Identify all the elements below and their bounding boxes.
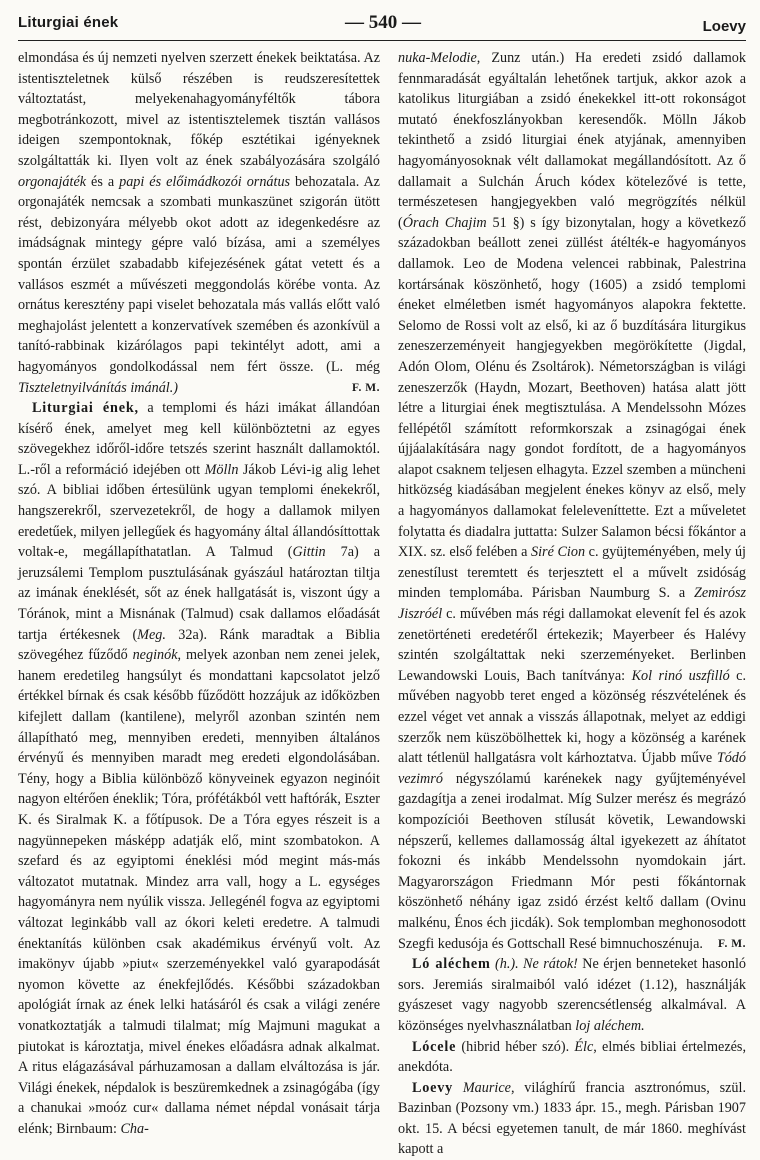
page-number: — 540 — <box>345 12 421 33</box>
italic-term: Meg. <box>137 626 166 643</box>
text-run: , melyek azonban nem zenei jelek, hanem eredetileg hangsúlyt és mondattani kapcsolatot jelző értékkel bírnak és csak később fűződött hozzájuk az időközben kifejlett dallam (kantilene), melyről azonban szintén nem állapítható meg, mennyiben eredeti, mennyiben általános érvényű és mennyiben maradt meg eredeti elgondolásában. Tény, hogy a Biblia különböző könyveinek egyazon neginóit nagyon eltérően éneklik; Tóra, prófétákból vett haftórák, Eszter K. és Siralmak K. a főtípusok. De a Tóra egyes részeit is a nagyünnepeken másképp adatják elő, mint szombatokon. A szefard és az egyiptomi éneklési mód megint más-más változatot mutatnak. Mindez arra vall, hogy a L. egységes hagyományra nem nyúlik vissza. Jellegénél fogva az egyiptomi változat leginkább vall az ókori keleti eredetre. A talmudi énektanítás különben csak akadémikus érvényű volt. Az imakönyv újabb »piut« szerzeményekkel való gyarapodását nyomon követte az énekfejlődés. Későbbi századokban apológiát írnak az ének lelki hatásáról és csak a világi zenére vonatkoztatják a talmudi tilalmat; míg Majmuni magukat a piutokat is károztatja, mivel énekes előadásra adnak alkalmat. A ritus elágazásával párhuzamosan a dallam elváltozása is jár. Világi énekek, népdalok is beszüremkednek a zsinagógába (így a chanukai »moóz cur« dallama német népdal vonásait tárja elénk; Birnbaum: <box>18 647 381 1137</box>
italic-term: Élc <box>574 1038 594 1055</box>
text-run: c. gyüjteményében, mely új zenestílust teremtett és terjesztett el a művelt zsidóság minden templomába. Párisban Naumburg S. a <box>398 544 747 602</box>
italic-term: Gittin <box>292 544 326 561</box>
text-run: 7a) a jeruzsálemi Templom pusztulásának gyászául határoztan tiltja az imának éneklését, sőt az ének hallgatását is, viszont úgy a Tóránok, mint a Misnának (Talmud) csak dallamos előadását tartja értékesnek ( <box>18 544 380 643</box>
entry-loevy <box>398 1078 746 1160</box>
text-run: 51 §) s így bizonytalan, hogy a következő századokban beállott zenei züllést átélték-e hagyományos dallamok. Leo de Modena velencei rabbinak, Palestrina kortársának köszönhető, hogy (1605) a zsidó templomi éneket elméletben ismét hagyományos alapokra fektette. Selomo de Rossi volt az első, ki az ő buzdítására liturgikus zeneszerzeményeit hangjegyekben megörökítette (Jigdal, Adón Olom, Olénu és Zsoltárok). Németországban is világi zeneszerzők (Haydn, Mozart, Beethoven) hatása alatt jött létre a liturgiai ének megtisztulása. A Mendelssohn Mózes fellépétől számított reformkorszak a zsinagógai ének újjáalakítására nagy gondot fordított, de a hagyományos alapot csaknem teljesen elhagyta. Ezzel szemben a müncheni hitközség kiadásában megjelent énekes könyv az első, mely a hagyományos dallamokat feleleveníttette. Ezt a műveletet folytatta és diadalra juttatta: Sulzer Salamon bécsi főkántor a XIX. sz. első felében a <box>398 214 746 561</box>
text-run: , elmés bibliai értelmezés, anekdóta. <box>398 1038 746 1076</box>
italic-term: Maurice <box>462 1079 511 1096</box>
header-rule <box>18 40 746 41</box>
text-run: négyszólamú karénekek nagy gyűjteményével gazdagítja a zenei irodalmat. Míg Sulzer merész és megrázó kompozíciói Beethoven stílusát követik, Lewandowski népszerű, kellemes dallamosság által igyekezett az áhítatot fokozni és inkább Mendelssohn nyomdokain járt. Magyarországon Friedmann Mór pesti főkántornak köszönhető néhány igaz zsidó érzést keltő dallam (Ovinu malkénu, Énos éch jicdák). Sok templomban meghonosodott Szegfi kedusója és Gottschall Resé bimnuchoszénuja. <box>398 770 746 952</box>
author-signature: F. M. <box>718 937 746 950</box>
text-run: elmondása és új nemzeti nyelven szerzett énekek beiktatása. Az istentiszteletnek külső részében is reudszeresítettek változtatást, melyekenahagyományféltők tábora megbotránkozott, mivel az istentisztelemek tisztán vallásos ideigen szempontoknak, főkép esztétikai igényeknek szolgáltatták ki. Ilyen volt az ének szabályozására szolgáló <box>18 50 380 169</box>
italic-term: Siré Cion <box>531 544 586 561</box>
author-signature: F. M. <box>352 381 380 394</box>
italic-term: orgonajáték <box>18 173 87 190</box>
entry-locele <box>398 1037 746 1078</box>
text-run: Jákob Lévi-ig alig lehet szó. A bibliai időben értesülünk ugyan templomi énekekről, hangszerekről, szervezetekről, de hogy a dallamok milyen eredetűek, milyen jellegűek és hagyomány által állandósíttottak voltak-e, megállapíthatatlan. A Talmud ( <box>18 461 380 561</box>
italic-term: nuka-Melodie <box>398 50 477 66</box>
italic-term: Cha- <box>120 1120 149 1137</box>
left-column <box>18 48 381 1137</box>
text-run: , Zunz után.) Ha eredeti zsidó dallamok fennmaradását egyáltalán lehetőnek tartjuk, akkor azok a katolikus liturgiában a zsidó énekekkel itt-ott rokonságot mutató énekfoszlányokban keresendők. Mölln Jákob tekinthető a zsidó liturgiai ének atyjának, amennyiben hagyományosoknak vélt dallamokat megállandósított. Az ő dallamait a Sulchán Áruch kódex kötelezővé is tette, természetesen hangjegyekben való megrögzítés nélkül ( <box>398 50 746 231</box>
paragraph-continuation <box>398 48 746 954</box>
italic-term: papi és előimádkozói ornátus <box>119 173 291 190</box>
text-run: 32a). Ránk maradtak a Biblia szövegéhez fűződő <box>18 626 380 664</box>
right-column <box>398 48 747 1158</box>
entry-headword: Ló aléchem <box>412 956 491 973</box>
italic-term: neginók <box>132 647 178 664</box>
italic-term: Órach Chajim <box>402 214 487 231</box>
italic-term: Kol rinó uszfilló <box>631 667 730 684</box>
text-run: a templomi és házi imákat állandóan kísérő ének, amelyet meg kell különböztetni az egyes szövegekhez időről-időre tetszés szerint használt dallamoktól. L.-ről a reformáció idejében ott <box>18 400 380 478</box>
entry-headword: Liturgiai ének, <box>32 400 139 417</box>
entry-lo-alechem <box>398 954 746 1036</box>
cross-reference: Tiszteletnyilvánítás imánál.) <box>18 379 178 396</box>
text-run: behozatala. Az orgonajáték nemcsak a szombati munkaszünet szigorán ütött rést, debizonyára mélyebb okot adott az idegenkedésre az imádságnak mintegy gépre való bízása, ami a személyes spontán érzület szabadabb kifejezésének gátat vetett és a vallásos eszmét a művészeti meggondolás körébe vonta. Az ornátus keresztény papi viselet behozatala más vallás előtt való meghajolást jelentett a konzervatívek szemében és azonkívül a tanító-rabbinak kizárólagos papi tekintélyt adott, ami a hagyományos gondolkodással nem fért össze. (L. még <box>18 173 380 375</box>
text-run: Ne érjen benneteket hasonló sors. Jeremiás siralmaiból való idézet (1.12), használják gyászeset vagy nagyobb szerencsétlenség alkalmával. A közönséges nyelvhasználatban <box>398 956 747 1034</box>
paragraph-ornatus <box>18 48 380 398</box>
entry-liturgiai-enek <box>18 398 380 1139</box>
page-header <box>18 12 746 38</box>
entry-headword: Loevy <box>412 1079 454 1096</box>
italic-term: (h.). Ne rátok! <box>495 956 578 973</box>
entry-headword: Lócele <box>412 1038 457 1055</box>
text-run: , világhírű francia asztronómus, szül. Bazinban (Pozsony vm.) 1833 ápr. 15., megh. Párisban 1907 okt. 15. A bécsi egyetemen tanult, de már 1860. meghívást kapott a <box>398 1079 746 1158</box>
text-columns <box>18 48 747 1158</box>
text-run: (hibrid héber szó). <box>456 1038 575 1055</box>
running-head-right: Loevy <box>702 18 746 35</box>
text-run: c. művében más régi dallamokat elevenít fel és azok zenetörténeti eredetéről értekezik; Mayerbeer és Halévy szintén szolgáltattak neki szerzeményeket. Berlinben Lewandowski Louis, Bach tanítványa: <box>398 606 746 684</box>
running-head-left: Liturgiai ének <box>18 14 119 31</box>
italic-term: Mölln <box>204 461 239 478</box>
italic-term: loj aléchem. <box>575 1017 645 1034</box>
italic-term: Tódó vezimró <box>398 750 746 787</box>
italic-term: Zemirósz Jiszróél <box>398 585 746 623</box>
text-run: c. művében nagyobb teret enged a közönség részvételének és ezzel véget vet annak a visszás állapotnak, melyet az eddigi szerzők nem küszöbölhettek ki, hogy a közönség a karének alatt tétlenül hallgatásra volt kárhoztatva. Újabb műve <box>398 667 746 767</box>
text-run: és a <box>86 173 120 190</box>
